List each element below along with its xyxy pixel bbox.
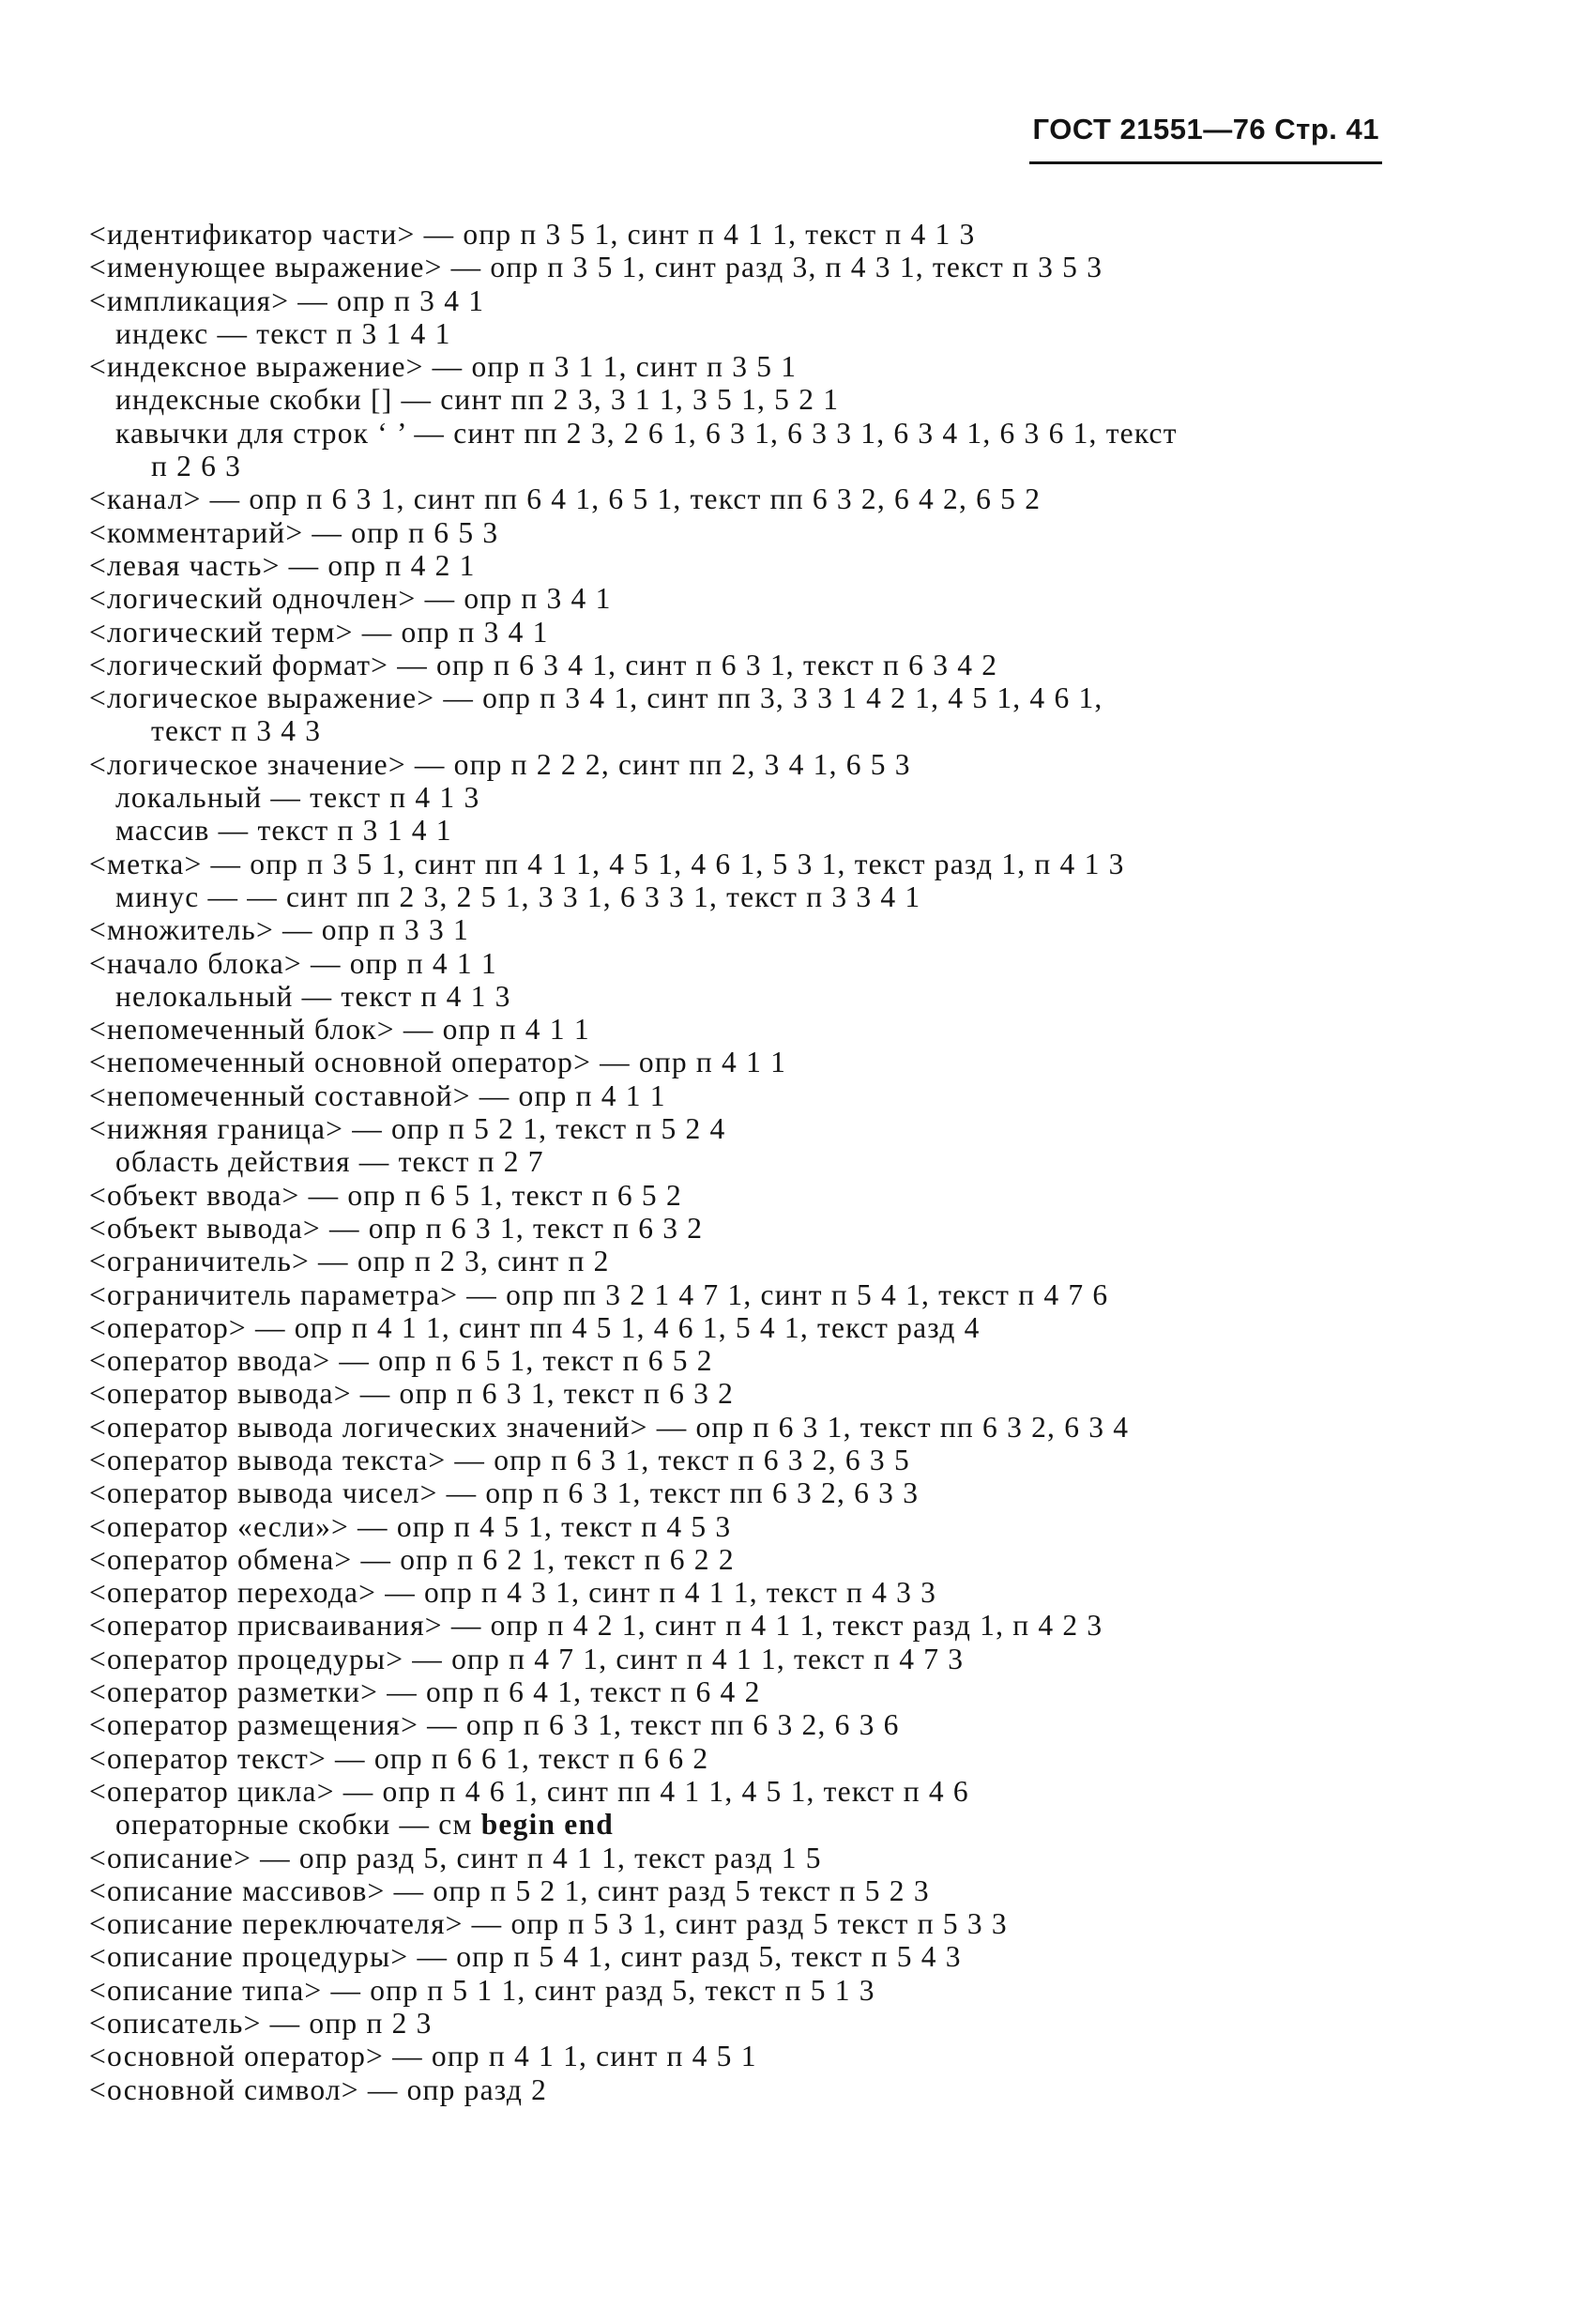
- index-entry: [89, 1079, 1403, 1112]
- entry-text: индекс — текст п 3 1 4 1: [115, 316, 451, 350]
- index-entry: [89, 218, 1403, 251]
- index-entry: [89, 1742, 1403, 1775]
- entry-text: <начало блока> — опр п 4 1 1: [89, 946, 497, 980]
- entry-text: <оператор ввода> — опр п 6 5 1, текст п 6 5 2: [89, 1344, 713, 1378]
- entry-text: <оператор процедуры> — опр п 4 7 1, синт п 4 1 1, текст п 4 7 3: [89, 1642, 965, 1675]
- entry-text: область действия — текст п 2 7: [115, 1145, 544, 1179]
- entry-text: <оператор вывода логических значений> — опр п 6 3 1, текст пп 6 3 2, 6 3 4: [89, 1410, 1130, 1444]
- entry-text: <идентификатор части> — опр п 3 5 1, синт п 4 1 1, текст п 4 1 3: [89, 218, 976, 251]
- entry-text: <объект вывода> — опр п 6 3 1, текст п 6 3 2: [89, 1211, 704, 1245]
- index-entry: [89, 251, 1403, 283]
- index-entry: [89, 913, 1403, 946]
- entry-text: <оператор> — опр п 4 1 1, синт пп 4 5 1, 4 6 1, 5 4 1, текст разд 4: [89, 1310, 981, 1344]
- index-entry: [89, 1907, 1403, 1940]
- entry-text: <описание типа> — опр п 5 1 1, синт разд 5, текст п 5 1 3: [89, 1973, 875, 2007]
- index-entry: [89, 1842, 1403, 1874]
- index-entry: [89, 582, 1403, 615]
- entry-text: <оператор вывода текста> — опр п 6 3 1, текст п 6 3 2, 6 3 5: [89, 1443, 910, 1476]
- entry-text: текст п 3 4 3: [151, 714, 322, 748]
- entry-text: <оператор «если»> — опр п 4 5 1, текст п 4 5 3: [89, 1509, 732, 1543]
- index-subentry: [89, 1145, 1403, 1178]
- index-entry: [89, 947, 1403, 980]
- entry-text: <ограничитель> — опр п 2 3, синт п 2: [89, 1245, 610, 1278]
- entry-text: <логический одночлен> — опр п 3 4 1: [89, 582, 612, 616]
- index-entry: [89, 2007, 1403, 2040]
- entry-text: <импликация> — опр п 3 4 1: [89, 283, 485, 317]
- index-entry: [89, 848, 1403, 880]
- index-entry: [89, 1543, 1403, 1576]
- index-list: [89, 218, 1403, 2106]
- entry-text: <логическое значение> — опр п 2 2 2, синт пп 2, 3 4 1, 6 5 3: [89, 747, 911, 781]
- entry-text: массив — текст п 3 1 4 1: [115, 814, 452, 848]
- index-entry: [89, 1245, 1403, 1277]
- entry-text: <оператор разметки> — опр п 6 4 1, текст п 6 4 2: [89, 1675, 761, 1709]
- index-entry: [89, 1576, 1403, 1609]
- index-subentry: [89, 814, 1403, 847]
- entry-text: индексные скобки [] — синт пп 2 3, 3 1 1, 3 5 1, 5 2 1: [115, 383, 840, 417]
- index-entry: [89, 1344, 1403, 1377]
- index-subentry: [89, 980, 1403, 1013]
- index-entry: [89, 516, 1403, 549]
- entry-text: <индексное выражение> — опр п 3 1 1, синт п 3 5 1: [89, 350, 798, 384]
- entry-text: <описание переключателя> — опр п 5 3 1, синт разд 5 текст п 5 3 3: [89, 1907, 1008, 1941]
- entry-text: <логический формат> — опр п 6 3 4 1, синт п 6 3 1, текст п 6 3 4 2: [89, 648, 998, 681]
- index-entry: [89, 1112, 1403, 1145]
- entry-text: <именующее выражение> — опр п 3 5 1, синт разд 3, п 4 3 1, текст п 3 5 3: [89, 251, 1103, 284]
- index-entry: [89, 1212, 1403, 1245]
- index-entry: [89, 1775, 1403, 1808]
- entry-text: <описание массивов> — опр п 5 2 1, синт разд 5 текст п 5 2 3: [89, 1873, 930, 1907]
- entry-text: <ограничитель параметра> — опр пп 3 2 1 4 7 1, синт п 5 4 1, текст п 4 7 6: [89, 1277, 1109, 1311]
- entry-text: <описание процедуры> — опр п 5 4 1, синт разд 5, текст п 5 4 3: [89, 1940, 962, 1974]
- entry-text: <описание> — опр разд 5, синт п 4 1 1, текст разд 1 5: [89, 1841, 822, 1874]
- entry-text: <множитель> — опр п 3 3 1: [89, 913, 469, 947]
- index-entry: [89, 1377, 1403, 1410]
- index-entry: [89, 1411, 1403, 1444]
- entry-text: <оператор размещения> — опр п 6 3 1, текст пп 6 3 2, 6 3 6: [89, 1708, 900, 1742]
- index-subentry: [89, 417, 1403, 450]
- index-entry: [89, 1708, 1403, 1741]
- index-entry: [89, 1179, 1403, 1212]
- index-entry: [89, 1311, 1403, 1344]
- entry-text: <объект ввода> — опр п 6 5 1, текст п 6 5 2: [89, 1178, 682, 1212]
- index-entry: [89, 1013, 1403, 1046]
- index-entry-continuation: [89, 450, 1403, 482]
- index-entry: [89, 1609, 1403, 1642]
- entry-text: <непомеченный основной оператор> — опр п 4 1 1: [89, 1046, 787, 1079]
- entry-text: <оператор обмена> — опр п 6 2 1, текст п 6 2 2: [89, 1542, 735, 1576]
- entry-text: минус — — синт пп 2 3, 2 5 1, 3 3 1, 6 3 3 1, текст п 3 3 4 1: [115, 879, 921, 913]
- entry-text: <левая часть> — опр п 4 2 1: [89, 548, 476, 582]
- entry-text: <логический терм> — опр п 3 4 1: [89, 615, 549, 649]
- entry-text: п 2 6 3: [151, 450, 242, 483]
- header-rule: [1029, 161, 1382, 164]
- entry-text: <оператор присваивания> — опр п 4 2 1, синт п 4 1 1, текст разд 1, п 4 2 3: [89, 1609, 1103, 1643]
- index-entry: [89, 1974, 1403, 2007]
- entry-text: <основной оператор> — опр п 4 1 1, синт п 4 5 1: [89, 2040, 757, 2073]
- index-subentry: [89, 880, 1403, 913]
- index-entry: [89, 1476, 1403, 1509]
- index-entry: [89, 284, 1403, 317]
- index-entry: [89, 681, 1403, 714]
- index-entry-continuation: [89, 714, 1403, 747]
- index-entry: [89, 1675, 1403, 1708]
- index-entry: [89, 549, 1403, 582]
- entry-text: операторные скобки — см: [115, 1808, 473, 1842]
- index-entry: [89, 748, 1403, 781]
- entry-text: <метка> — опр п 3 5 1, синт пп 4 1 1, 4 5 1, 4 6 1, 5 3 1, текст разд 1, п 4 1 3: [89, 847, 1125, 880]
- index-entry: [89, 1046, 1403, 1078]
- entry-text: <оператор вывода чисел> — опр п 6 3 1, текст пп 6 3 2, 6 3 3: [89, 1476, 920, 1510]
- index-subentry: [89, 317, 1403, 350]
- index-entry: [89, 1510, 1403, 1543]
- entry-text: кавычки для строк ‘ ’ — синт пп 2 3, 2 6 1, 6 3 1, 6 3 3 1, 6 3 4 1, 6 3 6 1, текст: [115, 416, 1178, 450]
- index-entry: [89, 649, 1403, 681]
- index-subentry: [89, 383, 1403, 416]
- index-subentry: [89, 781, 1403, 814]
- entry-text: <канал> — опр п 6 3 1, синт пп 6 4 1, 6 5 1, текст пп 6 3 2, 6 4 2, 6 5 2: [89, 482, 1042, 516]
- index-entry: [89, 1278, 1403, 1311]
- index-entry: [89, 350, 1403, 383]
- page-header: ГОСТ 21551—76 Стр. 41: [1032, 113, 1379, 145]
- index-entry: [89, 616, 1403, 649]
- entry-text: <оператор текст> — опр п 6 6 1, текст п 6 6 2: [89, 1741, 709, 1775]
- entry-bold-tail: begin end: [480, 1808, 614, 1842]
- index-entry: [89, 1940, 1403, 1973]
- entry-text: <оператор цикла> — опр п 4 6 1, синт пп 4 1 1, 4 5 1, текст п 4 6: [89, 1774, 969, 1808]
- entry-text: <описатель> — опр п 2 3: [89, 2007, 433, 2041]
- entry-text: локальный — текст п 4 1 3: [115, 781, 480, 815]
- entry-text: <оператор перехода> — опр п 4 3 1, синт п 4 1 1, текст п 4 3 3: [89, 1576, 937, 1610]
- index-entry: [89, 482, 1403, 515]
- index-entry: [89, 1444, 1403, 1476]
- index-entry: [89, 1643, 1403, 1675]
- index-entry: [89, 2073, 1403, 2106]
- entry-text: нелокальный — текст п 4 1 3: [115, 979, 511, 1013]
- entry-text: <непомеченный блок> — опр п 4 1 1: [89, 1013, 590, 1047]
- entry-text: <логическое выражение> — опр п 3 4 1, синт пп 3, 3 3 1 4 2 1, 4 5 1, 4 6 1,: [89, 681, 1103, 715]
- entry-text: <непомеченный составной> — опр п 4 1 1: [89, 1078, 666, 1112]
- entry-text: <оператор вывода> — опр п 6 3 1, текст п 6 3 2: [89, 1377, 735, 1411]
- entry-text: <комментарий> — опр п 6 5 3: [89, 515, 499, 549]
- index-entry: [89, 2040, 1403, 2072]
- entry-text: <нижняя граница> — опр п 5 2 1, текст п 5 2 4: [89, 1112, 726, 1146]
- entry-text: <основной символ> — опр разд 2: [89, 2072, 548, 2106]
- index-entry: [89, 1874, 1403, 1907]
- index-subentry: [89, 1808, 1403, 1841]
